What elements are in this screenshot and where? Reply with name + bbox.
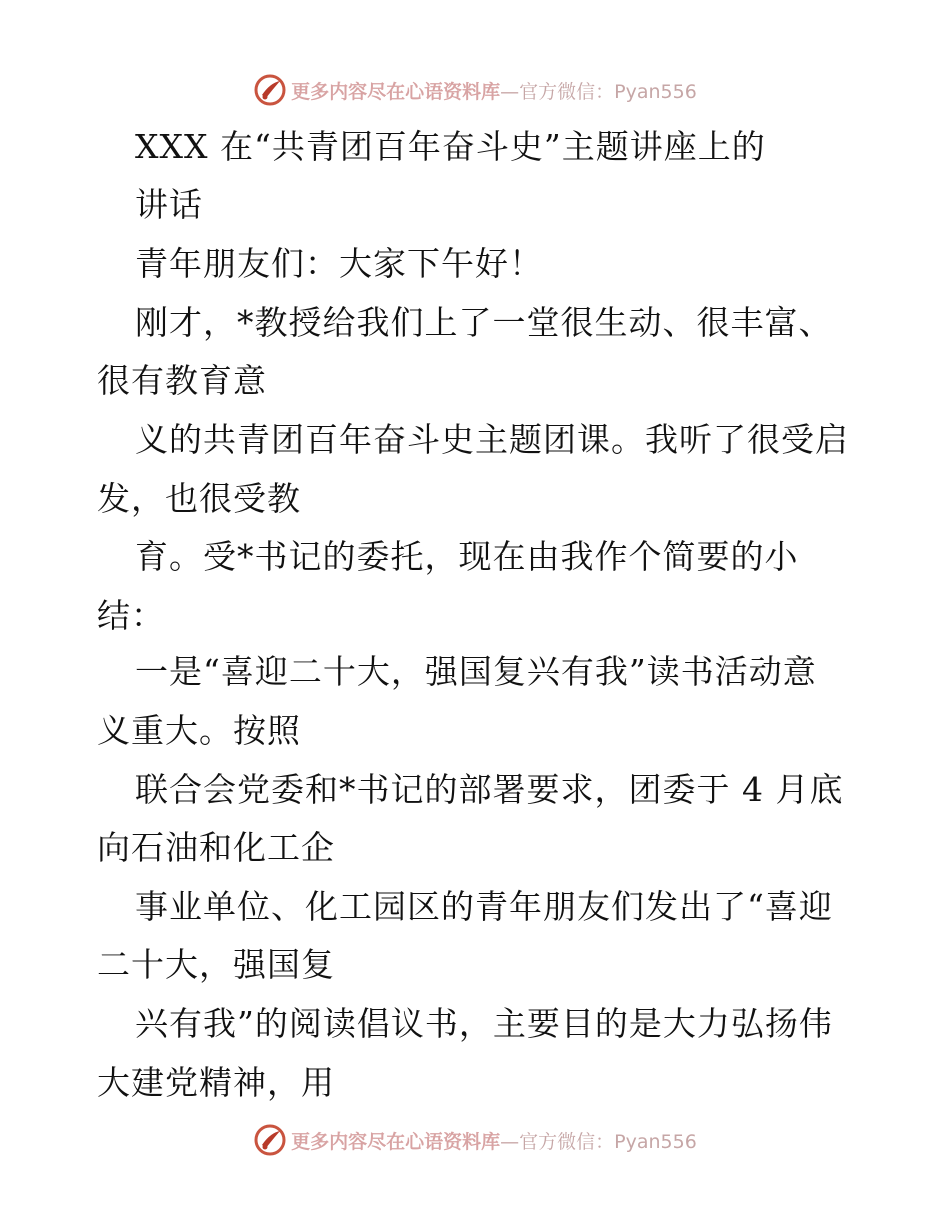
paragraph-line: 义的共青团百年奋斗史主题团课。我听了很受启 (135, 420, 849, 459)
paragraph-line: 兴有我”的阅读倡议书，主要目的是大力弘扬伟 (135, 1004, 833, 1043)
paragraph-line: 很有教育意 (97, 361, 267, 400)
paragraph-line: 二十大，强国复 (97, 945, 335, 984)
paragraph-line: 结： (97, 596, 165, 635)
footer-banner (0, 1120, 950, 1160)
brush-logo-icon (253, 73, 287, 107)
paragraph-line: 一是“喜迎二十大，强国复兴有我”读书活动意 (135, 652, 817, 691)
brush-logo-icon (253, 1123, 287, 1157)
paragraph-line: 义重大。按照 (97, 711, 301, 750)
document-title-line-2: 讲话 (135, 185, 203, 224)
banner-text: 更多内容尽在心语资料库—官方微信：Pyan556 (291, 80, 697, 103)
paragraph-line: 发，也很受教 (97, 479, 301, 518)
paragraph-line: 育。受*书记的委托，现在由我作个简要的小 (135, 537, 799, 576)
banner-text: 更多内容尽在心语资料库—官方微信：Pyan556 (291, 1130, 697, 1153)
header-banner (0, 70, 950, 110)
paragraph-line: 联合会党委和*书记的部署要求，团委于 4 月底 (135, 770, 844, 809)
paragraph-line: 事业单位、化工园区的青年朋友们发出了“喜迎 (135, 887, 833, 926)
paragraph-line: 大建党精神，用 (97, 1063, 335, 1102)
paragraph-line: 向石油和化工企 (97, 828, 335, 867)
salutation: 青年朋友们：大家下午好！ (135, 244, 543, 283)
paragraph-line: 刚才，*教授给我们上了一堂很生动、很丰富、 (135, 303, 833, 342)
document-title-line-1: XXX 在“共青团百年奋斗史”主题讲座上的 (135, 127, 766, 166)
